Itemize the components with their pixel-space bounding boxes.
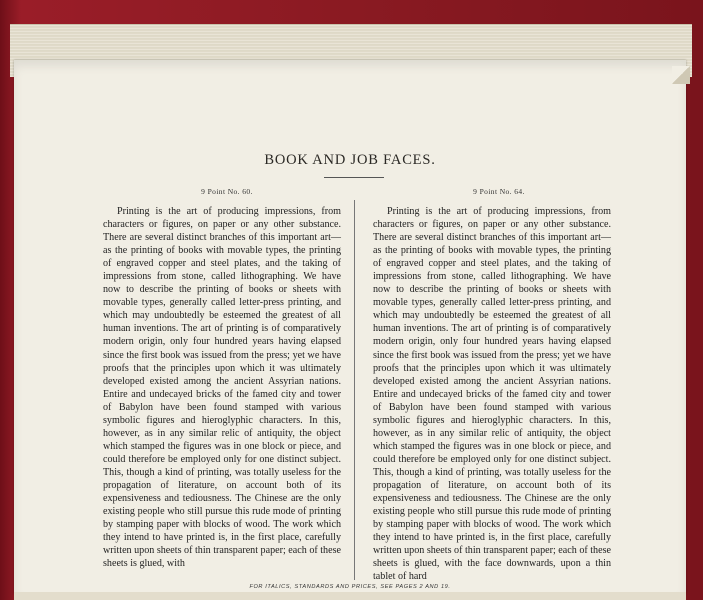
page-title: BOOK AND JOB FACES. bbox=[264, 152, 436, 168]
right-column-text bbox=[373, 205, 611, 583]
left-column-heading: 9 Point No. 60. bbox=[201, 187, 253, 196]
page-corner-fold bbox=[672, 66, 690, 84]
next-page-edge bbox=[14, 592, 686, 600]
right-column-heading: 9 Point No. 64. bbox=[473, 187, 525, 196]
book-page bbox=[14, 60, 686, 594]
left-column-paragraph: Printing is the art of producing impressions, from characters or figures, on paper or any other substance. There are several distinct branches of this important art—as the printing of books with movable types, the printing of engraved copper and steel plates, and the taking of impressions from stone, called lithographing. We have now to describe the printing of books or sheets with movable types, generally called letter-press printing, and which may undoubtedly be esteemed the greatest of all human inventions. The art of printing is of comparatively modern origin, only four hundred years having elapsed since the first book was issued from the press; yet we have proofs that the principles upon which it was ultimately developed existed among the ancient Assyrian nations. Entire and undecayed bricks of the famed city and tower of Babylon have been found stamped with various symbolic figures and hieroglyphic characters. In this, however, as in any similar relic of antiquity, the object which stamped the figures was in one block or piece, and could therefore be employed only for one distinct subject. This, though a kind of printing, was totally useless for the propagation of literature, on account both of its expensiveness and tediousness. The Chinese are the only existing people who still pursue this rude mode of printing by stamping paper with blocks of wood. The work which they intend to have printed is, in the first place, carefully written upon sheets of thin transparent paper; each of these sheets is glued, with bbox=[103, 206, 341, 570]
title-rule bbox=[324, 177, 384, 178]
right-column-paragraph: Printing is the art of producing impressions, from characters or figures, on paper or any other substance. There are several distinct branches of this important art—as the printing of books with movable types, the printing of engraved copper and steel plates, and the taking of impressions from stone, called lithographing. We have now to describe the printing of books or sheets with movable types, generally called letter-press printing, and which may undoubtedly be esteemed the greatest of all human inventions. The art of printing is of comparatively modern origin, only four hundred years having elapsed since the first book was issued from the press; yet we have proofs that the principles upon which it was ultimately developed existed among the ancient Assyrian nations. Entire and undecayed bricks of the famed city and tower of Babylon have been found stamped with various symbolic figures and hieroglyphic characters. In this, however, as in any similar relic of antiquity, the object which stamped the figures was in one block or piece, and could therefore be employed only for one distinct subject. This, though a kind of printing, was totally useless for the propagation of literature, on account both of its expensiveness and tediousness. The Chinese are the only existing people who still pursue this rude mode of printing by stamping paper with blocks of wood. The work which they intend to have printed is, in the first place, carefully written upon sheets of thin transparent paper; each of these sheets is glued, with the face downwards, upon a thin tablet of hard bbox=[373, 206, 611, 583]
left-column-text bbox=[103, 205, 341, 570]
column-divider bbox=[354, 200, 355, 580]
page-footer-note: FOR ITALICS, STANDARDS AND PRICES, SEE PAGES 2 AND 19. bbox=[249, 584, 451, 590]
